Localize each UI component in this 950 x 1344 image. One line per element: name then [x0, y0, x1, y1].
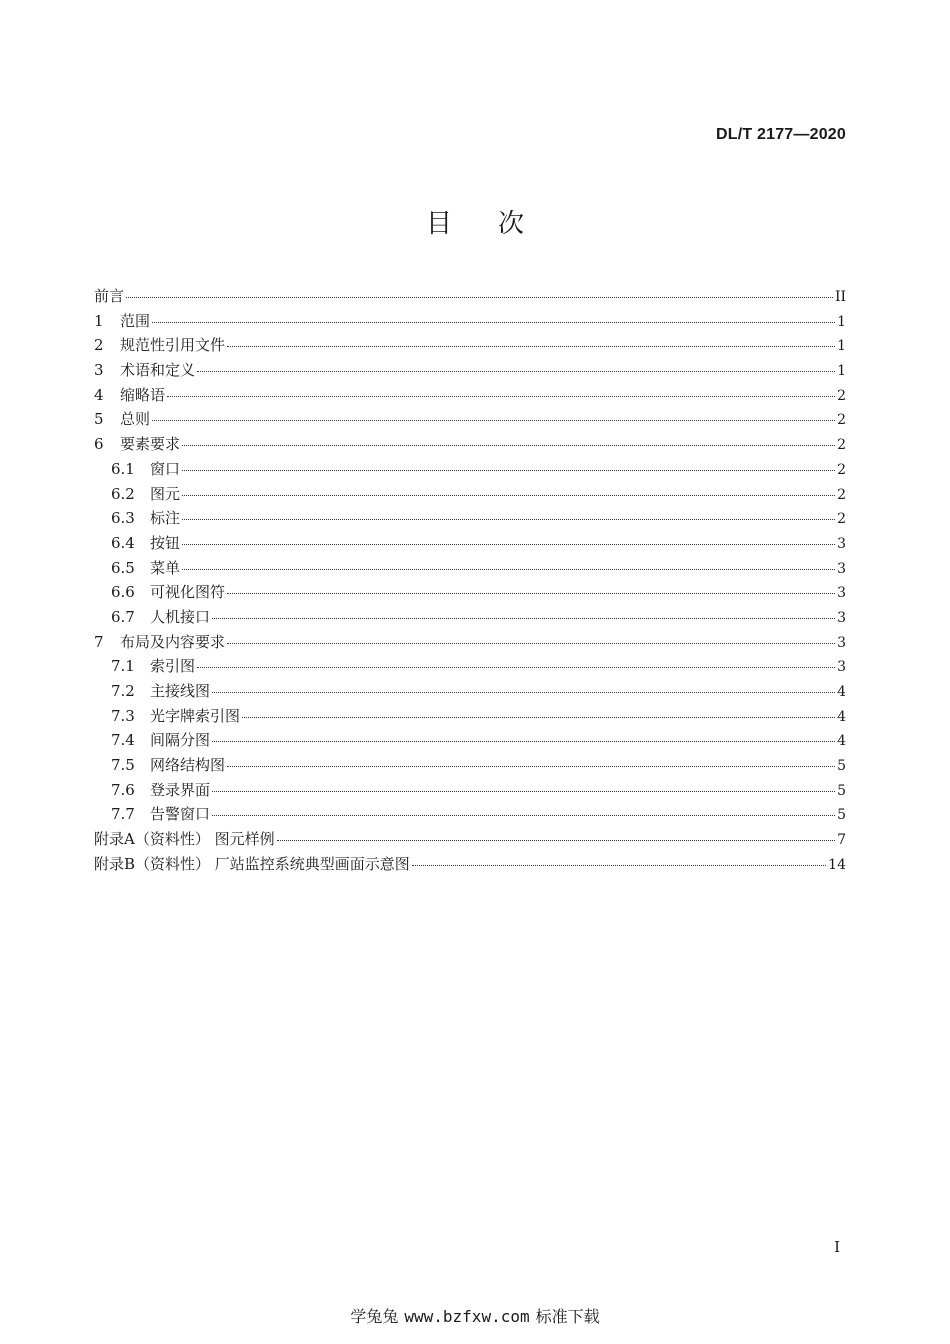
toc-entry-number: 7.7 [111, 805, 135, 824]
toc-entry-label: 告警窗口 [150, 805, 211, 824]
toc-dot-leader [212, 740, 835, 742]
toc-dot-leader [152, 419, 835, 421]
toc-entry-label: 术语和定义 [120, 361, 196, 380]
toc-entry[interactable] [94, 654, 846, 679]
toc-dot-leader [212, 814, 835, 816]
toc-entry[interactable] [94, 482, 846, 507]
toc-entry-page: 14 [828, 856, 846, 873]
page-title [0, 203, 950, 240]
toc-entry-number: 6.3 [111, 509, 135, 528]
toc-entry-number: 6.1 [111, 459, 135, 478]
toc-entry[interactable] [94, 704, 846, 729]
toc-entry[interactable] [94, 852, 846, 877]
toc-dot-leader [212, 691, 835, 693]
toc-dot-leader [277, 839, 835, 841]
toc-entry-label: 光字牌索引图 [150, 706, 241, 725]
toc-entry[interactable] [94, 284, 846, 309]
toc-entry-page: 2 [837, 387, 846, 404]
table-of-contents [94, 284, 846, 877]
toc-entry-page: 7 [837, 832, 846, 849]
toc-entry-page: 5 [837, 758, 846, 775]
toc-entry-number: 4 [94, 385, 104, 404]
toc-entry[interactable] [94, 333, 846, 358]
toc-entry[interactable] [94, 531, 846, 556]
toc-dot-leader [182, 444, 835, 446]
toc-dot-leader [182, 469, 835, 471]
toc-entry-page: 3 [837, 659, 846, 676]
toc-entry-label: 布局及内容要求 [120, 632, 226, 651]
toc-entry-number: 6.4 [111, 533, 135, 552]
toc-entry[interactable] [94, 383, 846, 408]
toc-entry-label: 间隔分图 [150, 731, 211, 750]
toc-entry[interactable] [94, 778, 846, 803]
toc-entry-label: 规范性引用文件 [120, 336, 226, 355]
toc-entry-page: II [834, 289, 846, 305]
toc-entry-page: 3 [837, 560, 846, 577]
toc-entry-label: 登录界面 [150, 780, 211, 799]
toc-entry[interactable] [94, 358, 846, 383]
toc-entry-number: 7.2 [111, 682, 135, 700]
toc-entry-page: 2 [837, 511, 846, 528]
toc-entry-label: 前言 [94, 287, 125, 305]
toc-dot-leader [227, 345, 835, 347]
toc-entry-page: 2 [837, 437, 846, 454]
toc-entry[interactable] [94, 580, 846, 605]
toc-entry-label: 索引图 [150, 657, 196, 676]
toc-entry-page: 3 [837, 609, 846, 626]
page-number: I [834, 1238, 840, 1256]
toc-entry-number: 6.6 [111, 583, 135, 602]
watermark [0, 1304, 950, 1327]
toc-entry-label: 按钮 [150, 533, 181, 552]
toc-entry-label: 范围 [120, 311, 151, 330]
toc-entry-number: 7.6 [111, 780, 135, 799]
toc-entry-label: 要素要求 [120, 435, 181, 454]
toc-dot-leader [227, 592, 835, 594]
toc-entry-label: 窗口 [150, 459, 181, 478]
toc-entry-label: 人机接口 [150, 607, 211, 626]
toc-entry-page: 2 [837, 412, 846, 429]
toc-entry-number: 6.2 [111, 484, 135, 503]
toc-entry[interactable] [94, 679, 846, 704]
toc-entry-page: 1 [837, 338, 846, 355]
toc-entry[interactable] [94, 556, 846, 581]
toc-entry-label: 图元 [150, 484, 181, 503]
toc-dot-leader [197, 666, 835, 668]
toc-entry-page: 1 [837, 363, 846, 380]
toc-entry[interactable] [94, 407, 846, 432]
title-char-1: 目 [425, 209, 452, 239]
toc-entry[interactable] [94, 728, 846, 753]
toc-entry-number: 7.1 [111, 657, 135, 676]
toc-entry-page: 2 [837, 461, 846, 478]
toc-entry-number: 5 [94, 410, 104, 429]
toc-entry-number: 3 [94, 361, 104, 380]
toc-dot-leader [182, 518, 835, 520]
toc-entry[interactable] [94, 827, 846, 852]
toc-entry-number: 6.5 [111, 558, 135, 577]
toc-entry-label: 菜单 [150, 558, 181, 577]
toc-entry[interactable] [94, 630, 846, 655]
watermark-right: 标准下载 [535, 1307, 600, 1326]
toc-entry-page: 4 [837, 708, 846, 725]
toc-entry-label: 缩略语 [120, 385, 166, 404]
toc-entry-label: 主接线图 [150, 682, 211, 700]
toc-dot-leader [182, 494, 835, 496]
toc-entry-page: 1 [837, 313, 846, 330]
toc-entry-page: 5 [837, 782, 846, 799]
toc-entry[interactable] [94, 802, 846, 827]
watermark-left: 学兔兔 [350, 1307, 399, 1326]
toc-dot-leader [126, 296, 833, 298]
toc-dot-leader [227, 642, 835, 644]
toc-entry-number: 2 [94, 336, 104, 355]
toc-entry-label: 总则 [120, 410, 151, 429]
toc-dot-leader [242, 716, 835, 718]
toc-entry[interactable] [94, 309, 846, 334]
toc-entry[interactable] [94, 753, 846, 778]
toc-dot-leader [182, 543, 835, 545]
toc-entry-label: 可视化图符 [150, 583, 226, 602]
toc-entry-number: 6.7 [111, 607, 135, 626]
toc-dot-leader [182, 568, 835, 570]
toc-entry-number: 7.4 [111, 731, 135, 750]
toc-entry-number: 1 [94, 311, 104, 330]
toc-entry-number: 7 [94, 632, 104, 651]
toc-dot-leader [152, 321, 835, 323]
title-char-2: 次 [498, 209, 525, 239]
toc-entry-page: 2 [837, 486, 846, 503]
toc-dot-leader [197, 370, 835, 372]
toc-entry[interactable] [94, 605, 846, 630]
toc-entry-page: 3 [837, 634, 846, 651]
toc-entry-number: 7.3 [111, 706, 135, 725]
toc-entry-label: 附录A（资料性） 图元样例 [94, 830, 275, 849]
toc-dot-leader [227, 765, 835, 767]
toc-entry-number: 6 [94, 435, 104, 454]
toc-dot-leader [212, 617, 835, 619]
standard-code: DL/T 2177—2020 [716, 126, 846, 143]
toc-dot-leader [412, 864, 826, 866]
toc-entry-page: 5 [837, 807, 846, 824]
toc-entry[interactable] [94, 432, 846, 457]
toc-entry-label: 标注 [150, 509, 181, 528]
toc-entry-page: 3 [837, 585, 846, 602]
toc-dot-leader [167, 395, 835, 397]
toc-entry[interactable] [94, 457, 846, 482]
toc-entry-label: 附录B（资料性） 厂站监控系统典型画面示意图 [94, 854, 410, 873]
toc-entry-label: 网络结构图 [150, 756, 226, 775]
toc-entry-page: 4 [837, 733, 846, 750]
watermark-site: www.bzfxw.com [404, 1307, 530, 1326]
toc-entry-page: 3 [837, 535, 846, 552]
toc-entry[interactable] [94, 506, 846, 531]
toc-entry-page: 4 [837, 684, 846, 700]
toc-entry-number: 7.5 [111, 756, 135, 775]
toc-dot-leader [212, 790, 835, 792]
